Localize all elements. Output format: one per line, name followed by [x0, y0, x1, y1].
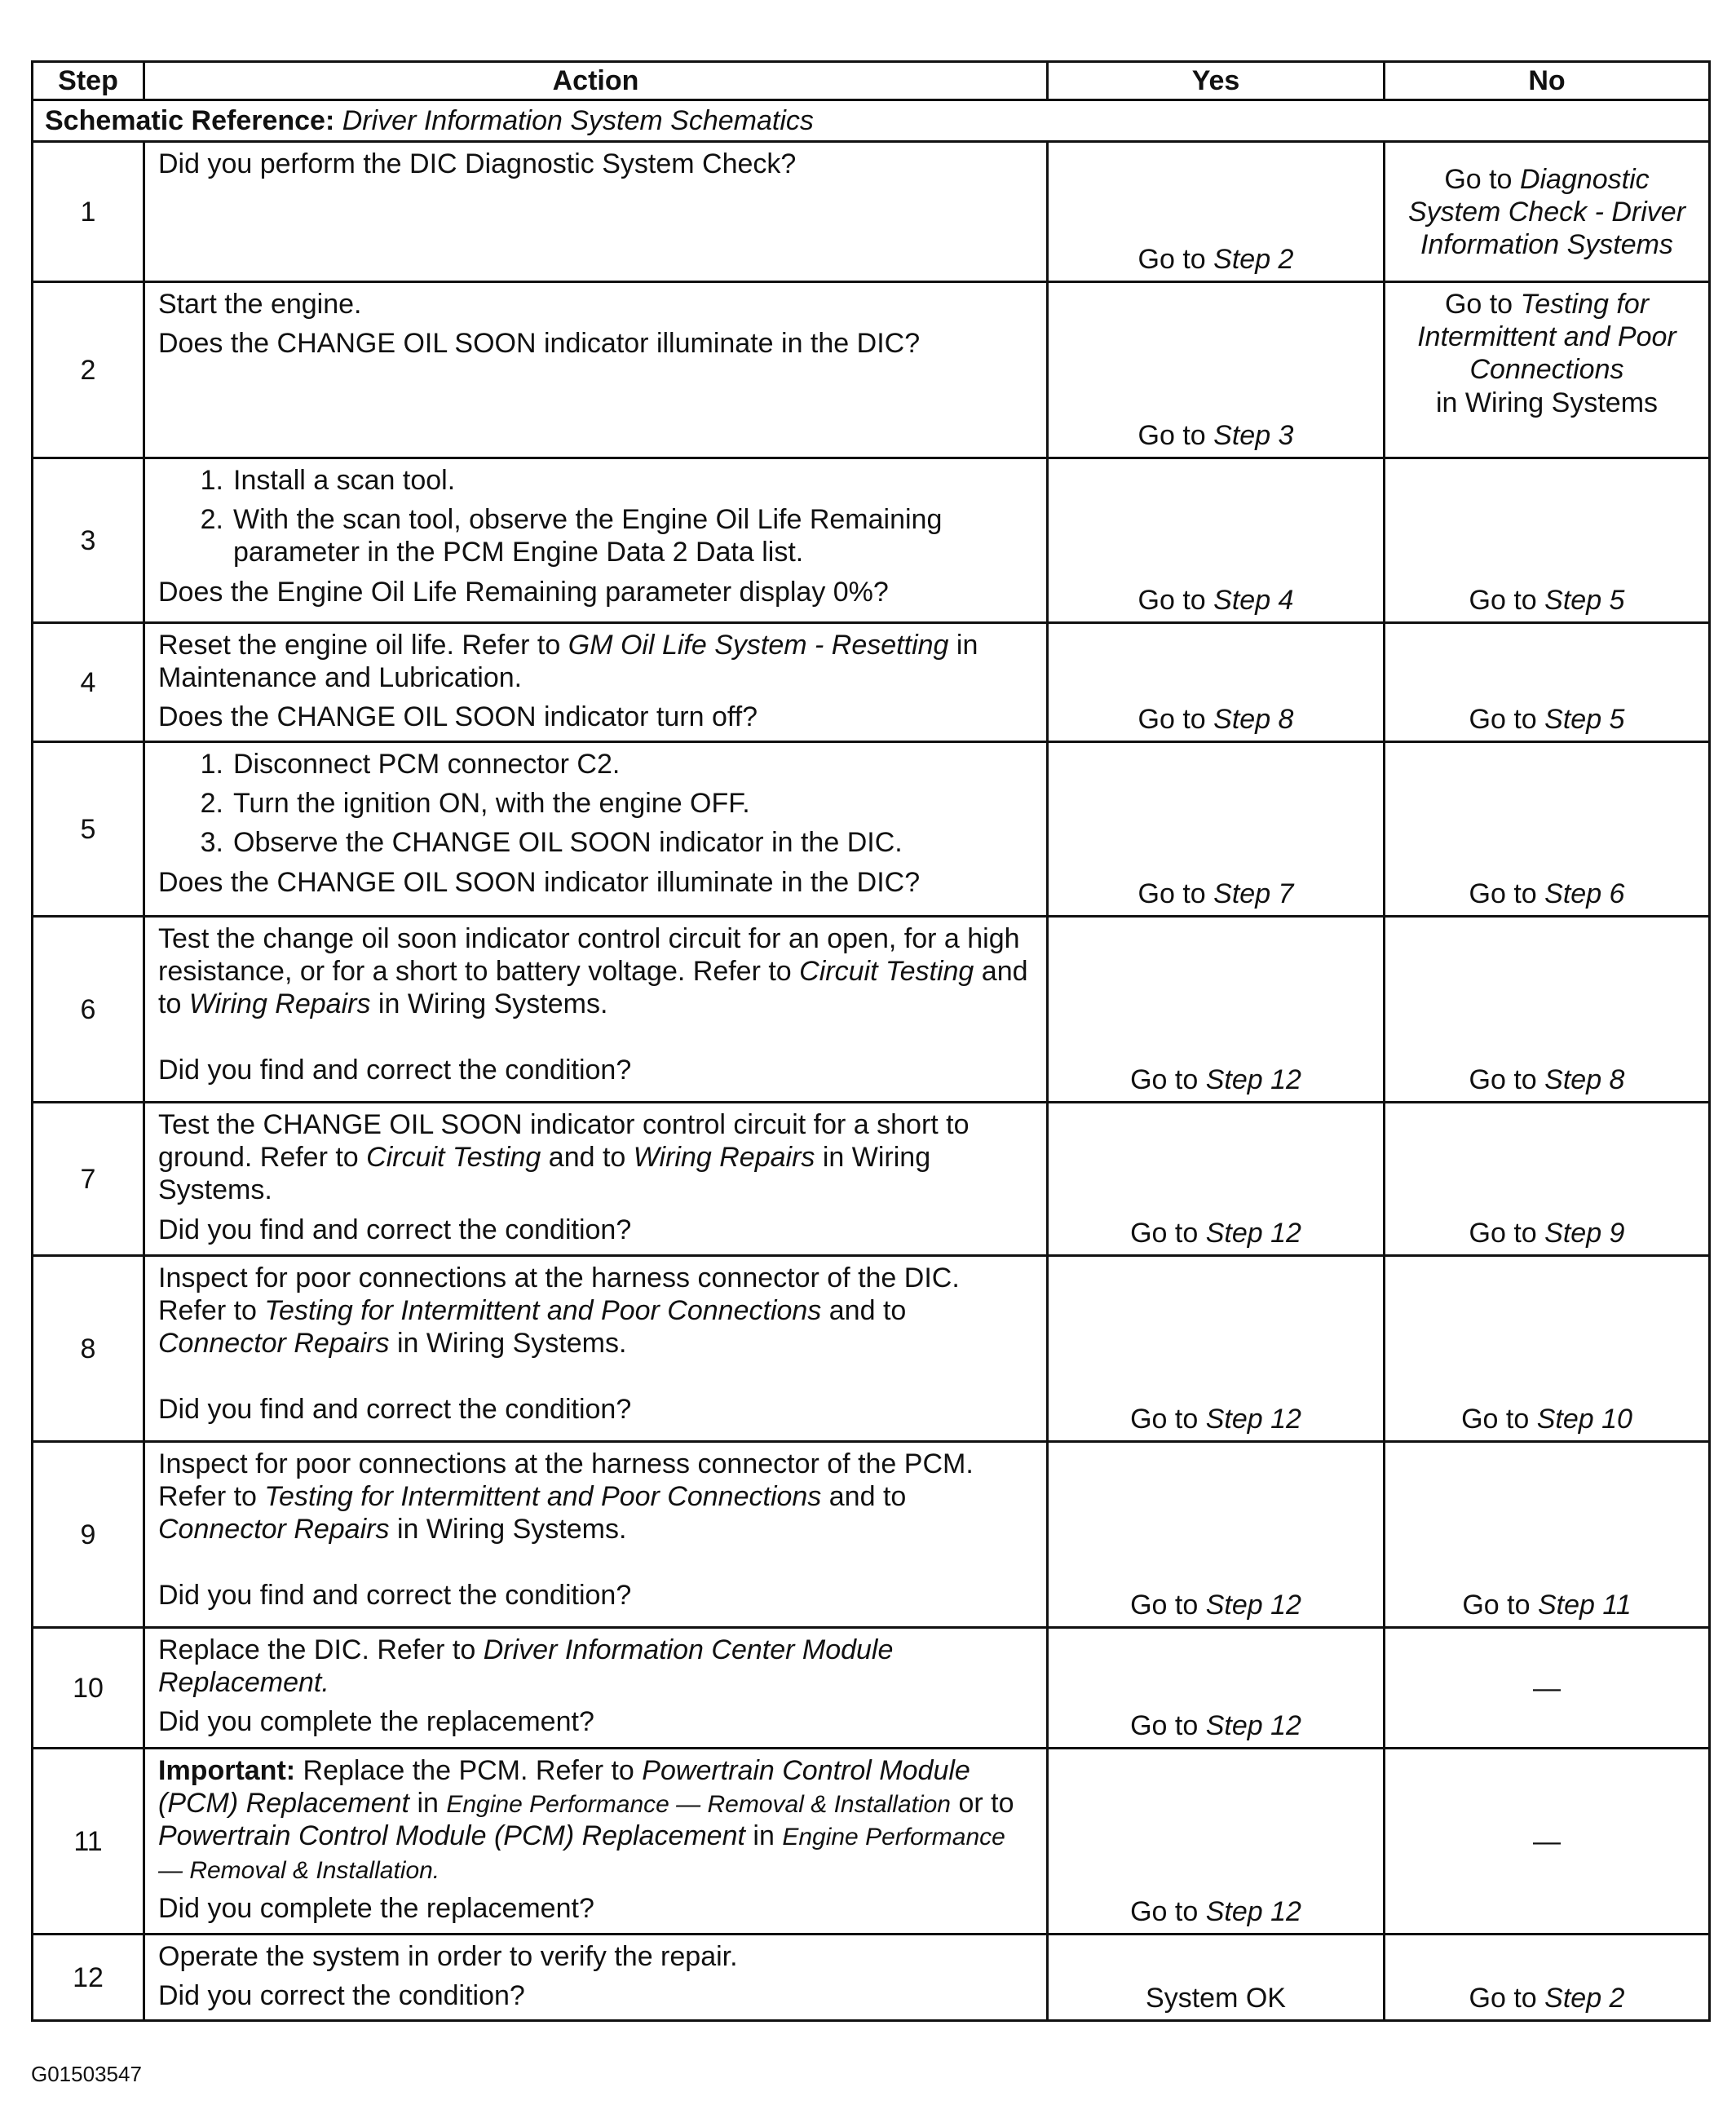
circuit-testing-link[interactable]: Circuit Testing	[366, 1142, 541, 1174]
goto-label: Go to	[1137, 878, 1206, 910]
no-step-link[interactable]: Step 11	[1537, 1590, 1632, 1621]
goto-label: Go to	[1469, 1218, 1537, 1249]
question-text: Does the CHANGE OIL SOON indicator illuminate in the DIC?	[158, 866, 921, 898]
yes-step-link[interactable]: Step 12	[1205, 1590, 1301, 1621]
action-cell	[144, 1749, 1048, 1935]
goto-label: Go to	[1469, 878, 1537, 910]
pcm-replacement-link[interactable]: Powertrain Control Module (PCM) Replacement	[158, 1755, 970, 1820]
goto-label: Go to	[1130, 1218, 1199, 1249]
dic-replacement-link[interactable]: Driver Information Center Module Replacement.	[158, 1634, 894, 1699]
action-text-part: in	[417, 1788, 439, 1820]
connector-repairs-link[interactable]: Connector Repairs	[158, 1514, 390, 1546]
yes-step-link[interactable]: Step 12	[1205, 1896, 1301, 1928]
table-row	[33, 1935, 1710, 2021]
yes-cell	[1048, 742, 1385, 917]
action-text-part: in Wiring Systems.	[396, 1514, 627, 1546]
circuit-testing-link[interactable]: Circuit Testing	[799, 956, 974, 988]
goto-label: Go to	[1130, 1710, 1199, 1742]
list-item	[158, 503, 1033, 568]
goto-label: Go to	[1469, 1064, 1537, 1096]
no-cell	[1385, 623, 1710, 742]
list-item	[158, 464, 1033, 497]
yes-cell	[1048, 623, 1385, 742]
action-text-part: in	[753, 1820, 775, 1852]
table-row	[33, 1628, 1710, 1749]
table-row	[33, 1749, 1710, 1935]
goto-label: Go to	[1469, 1983, 1537, 2014]
goto-label: Go to	[1137, 244, 1206, 276]
yes-cell	[1048, 917, 1385, 1103]
no-reference-link[interactable]: Testing for Intermittent and Poor Connections	[1417, 289, 1676, 386]
action-text-part: in Wiring Systems.	[378, 988, 608, 1020]
no-step-link[interactable]: Step 2	[1544, 1983, 1625, 2014]
important-label: Important:	[158, 1755, 296, 1787]
yes-step-link[interactable]: Step 4	[1213, 585, 1294, 617]
connector-repairs-link[interactable]: Connector Repairs	[158, 1328, 390, 1360]
intermittent-connections-link[interactable]: Testing for Intermittent and Poor Connections	[264, 1481, 822, 1513]
action-text-part: and to	[828, 1295, 907, 1327]
goto-label: Go to	[1130, 1590, 1199, 1621]
procedure-list	[158, 464, 1033, 568]
action-text-part: and to	[548, 1142, 626, 1174]
step-number: 11	[33, 1749, 144, 1935]
list-item-text: Observe the CHANGE OIL SOON indicator in the DIC.	[233, 827, 903, 859]
yes-step-link[interactable]: Step 12	[1205, 1218, 1301, 1249]
yes-step-link[interactable]: Step 12	[1205, 1064, 1301, 1096]
schematic-reference-link[interactable]: Driver Information System Schematics	[342, 105, 814, 137]
action-text-part: Test the CHANGE OIL SOON indicator control circuit for a short to ground. Refer to	[158, 1109, 970, 1174]
step-number: 8	[33, 1256, 144, 1442]
no-step-link[interactable]: Step 5	[1544, 585, 1625, 617]
table-row	[33, 458, 1710, 623]
table-row	[33, 623, 1710, 742]
no-reference-link[interactable]: Diagnostic System Check - Driver Information Systems	[1407, 163, 1686, 260]
goto-label: Go to	[1137, 704, 1206, 736]
no-cell	[1385, 1935, 1710, 2021]
action-text	[158, 1448, 1033, 1546]
goto-label: Go to	[1130, 1896, 1199, 1928]
action-cell	[144, 742, 1048, 917]
pcm-replacement-link[interactable]: Powertrain Control Module (PCM) Replacement	[158, 1820, 745, 1852]
figure-id: G01503547	[31, 2062, 142, 2086]
action-text	[158, 1634, 1033, 1699]
list-item-text: Install a scan tool.	[233, 465, 456, 497]
action-text-part: and to	[828, 1481, 907, 1513]
list-item	[158, 826, 1033, 859]
no-step-link[interactable]: Step 10	[1536, 1404, 1632, 1435]
question-text: Did you complete the replacement?	[158, 1706, 594, 1738]
yes-cell	[1048, 1103, 1385, 1256]
step-number: 9	[33, 1442, 144, 1628]
action-cell	[144, 1935, 1048, 2021]
wiring-repairs-link[interactable]: Wiring Repairs	[633, 1142, 815, 1174]
list-item	[158, 787, 1033, 820]
list-item-text: Turn the ignition ON, with the engine OFF.	[233, 788, 750, 820]
no-cell: —	[1385, 1628, 1710, 1749]
list-item-number: 3.	[200, 827, 223, 859]
goto-label: Go to	[1469, 585, 1537, 617]
action-cell	[144, 458, 1048, 623]
action-cell	[144, 623, 1048, 742]
question-text: Did you find and correct the condition?	[158, 1054, 632, 1086]
action-text-part: and to	[158, 956, 1028, 1020]
no-cell	[1385, 1256, 1710, 1442]
list-item-text: With the scan tool, observe the Engine Oil Life Remaining parameter in the PCM Engine Data 2 Data list.	[233, 504, 943, 568]
yes-cell	[1048, 282, 1385, 458]
procedure-link[interactable]: GM Oil Life System - Resetting	[568, 630, 949, 661]
diagnostic-table	[31, 60, 1711, 2022]
yes-cell	[1048, 1749, 1385, 1935]
goto-label: Go to	[1137, 420, 1206, 452]
goto-label: Go to	[1469, 704, 1537, 736]
action-cell	[144, 1442, 1048, 1628]
no-step-link[interactable]: Step 9	[1544, 1218, 1625, 1249]
goto-label: Go to	[1130, 1404, 1199, 1435]
action-text-part: or to	[958, 1788, 1014, 1820]
action-text: Start the engine.	[158, 289, 362, 321]
yes-step-link[interactable]: Step 8	[1213, 704, 1294, 736]
no-cell	[1385, 1442, 1710, 1628]
table-header-row	[33, 62, 1710, 100]
no-cell	[1385, 917, 1710, 1103]
no-reference-location: in Wiring Systems	[1435, 387, 1659, 418]
question-text: Does the CHANGE OIL SOON indicator illuminate in the DIC?	[158, 328, 921, 360]
yes-cell	[1048, 1256, 1385, 1442]
no-cell	[1385, 282, 1710, 458]
procedure-list	[158, 748, 1033, 859]
header-yes: Yes	[1048, 62, 1385, 100]
question-text: Did you correct the condition?	[158, 1980, 525, 2012]
yes-step-link[interactable]: Step 7	[1213, 878, 1294, 910]
table-row	[33, 742, 1710, 917]
step-number: 2	[33, 282, 144, 458]
table-row	[33, 1103, 1710, 1256]
goto-label: Go to	[1462, 1590, 1531, 1621]
schematic-reference	[33, 100, 1710, 142]
step-number: 12	[33, 1935, 144, 2021]
step-number: 6	[33, 917, 144, 1103]
action-text	[158, 1108, 1033, 1206]
goto-label: Go to	[1461, 1404, 1530, 1435]
action-text-part: Inspect for poor connections at the harness connector of the PCM. Refer to	[158, 1448, 974, 1513]
yes-cell	[1048, 1628, 1385, 1749]
step-number: 4	[33, 623, 144, 742]
schematic-reference-row	[33, 100, 1710, 142]
header-step: Step	[33, 62, 144, 100]
question-text: Did you find and correct the condition?	[158, 1393, 632, 1425]
yes-cell	[1048, 142, 1385, 282]
table-row	[33, 917, 1710, 1103]
goto-label: Go to	[1137, 585, 1206, 617]
no-cell: —	[1385, 1749, 1710, 1935]
yes-cell	[1048, 1442, 1385, 1628]
list-item-number: 1.	[200, 749, 223, 780]
no-step-link[interactable]: Step 5	[1544, 704, 1625, 736]
action-text: Operate the system in order to verify the repair.	[158, 1941, 738, 1973]
wiring-repairs-link[interactable]: Wiring Repairs	[188, 988, 371, 1020]
header-action: Action	[144, 62, 1048, 100]
list-item-number: 2.	[200, 788, 223, 820]
step-number: 1	[33, 142, 144, 282]
goto-label: Go to	[1444, 289, 1513, 321]
intermittent-connections-link[interactable]: Testing for Intermittent and Poor Connections	[264, 1295, 822, 1327]
yes-step-link[interactable]: Step 12	[1205, 1404, 1301, 1435]
manual-section-reference: Engine Performance — Removal & Installation	[446, 1791, 951, 1819]
action-cell	[144, 1628, 1048, 1749]
question-text: Does the Engine Oil Life Remaining parameter display 0%?	[158, 576, 889, 608]
action-text	[158, 629, 1033, 694]
schematic-reference-label: Schematic Reference:	[45, 105, 335, 137]
step-number: 10	[33, 1628, 144, 1749]
question-text: Did you complete the replacement?	[158, 1892, 594, 1924]
action-text	[158, 922, 1033, 1020]
list-item-number: 1.	[200, 465, 223, 497]
action-text-part: in Wiring Systems.	[396, 1328, 627, 1360]
action-text-part: Reset the engine oil life. Refer to	[158, 630, 561, 661]
action-cell	[144, 1256, 1048, 1442]
yes-cell	[1048, 458, 1385, 623]
goto-label: Go to	[1444, 163, 1513, 195]
list-item-number: 2.	[200, 504, 223, 536]
no-cell	[1385, 458, 1710, 623]
no-step-link[interactable]: Step 8	[1544, 1064, 1625, 1096]
step-number: 3	[33, 458, 144, 623]
table-row	[33, 1256, 1710, 1442]
question-text: Did you find and correct the condition?	[158, 1579, 632, 1611]
list-item	[158, 748, 1033, 780]
table-row	[33, 282, 1710, 458]
action-text	[158, 1262, 1033, 1360]
question-text: Does the CHANGE OIL SOON indicator turn off?	[158, 701, 758, 733]
step-number: 7	[33, 1103, 144, 1256]
action-text-part: Inspect for poor connections at the harness connector of the DIC. Refer to	[158, 1262, 960, 1327]
table-row	[33, 1442, 1710, 1628]
goto-label: Go to	[1130, 1064, 1199, 1096]
action-cell	[144, 917, 1048, 1103]
question-text: Did you find and correct the condition?	[158, 1214, 632, 1245]
action-text	[158, 1754, 1033, 1885]
no-cell	[1385, 142, 1710, 282]
no-step-link[interactable]: Step 6	[1544, 878, 1625, 910]
action-text-part: Replace the DIC. Refer to	[158, 1634, 476, 1666]
action-cell	[144, 282, 1048, 458]
action-text-part: Test the change oil soon indicator control circuit for an open, for a high resistance, or for a short to battery voltage. Refer to	[158, 923, 1020, 988]
yes-step-link[interactable]: Step 2	[1213, 244, 1294, 276]
no-cell	[1385, 1103, 1710, 1256]
action-text-part: Replace the PCM. Refer to	[303, 1755, 634, 1787]
action-cell	[144, 142, 1048, 282]
manual-section-reference: Engine Performance — Removal & Installation.	[158, 1824, 1005, 1884]
table-row	[33, 142, 1710, 282]
yes-cell: System OK	[1048, 1935, 1385, 2021]
action-text-part: in Wiring Systems.	[158, 1142, 931, 1206]
no-cell	[1385, 742, 1710, 917]
step-number: 5	[33, 742, 144, 917]
action-cell	[144, 1103, 1048, 1256]
header-no: No	[1385, 62, 1710, 100]
yes-step-link[interactable]: Step 12	[1205, 1710, 1301, 1742]
list-item-text: Disconnect PCM connector C2.	[233, 749, 621, 780]
action-text-part: in Maintenance and Lubrication.	[158, 630, 978, 694]
yes-step-link[interactable]: Step 3	[1213, 420, 1294, 452]
question-text: Did you perform the DIC Diagnostic System Check?	[158, 148, 797, 180]
